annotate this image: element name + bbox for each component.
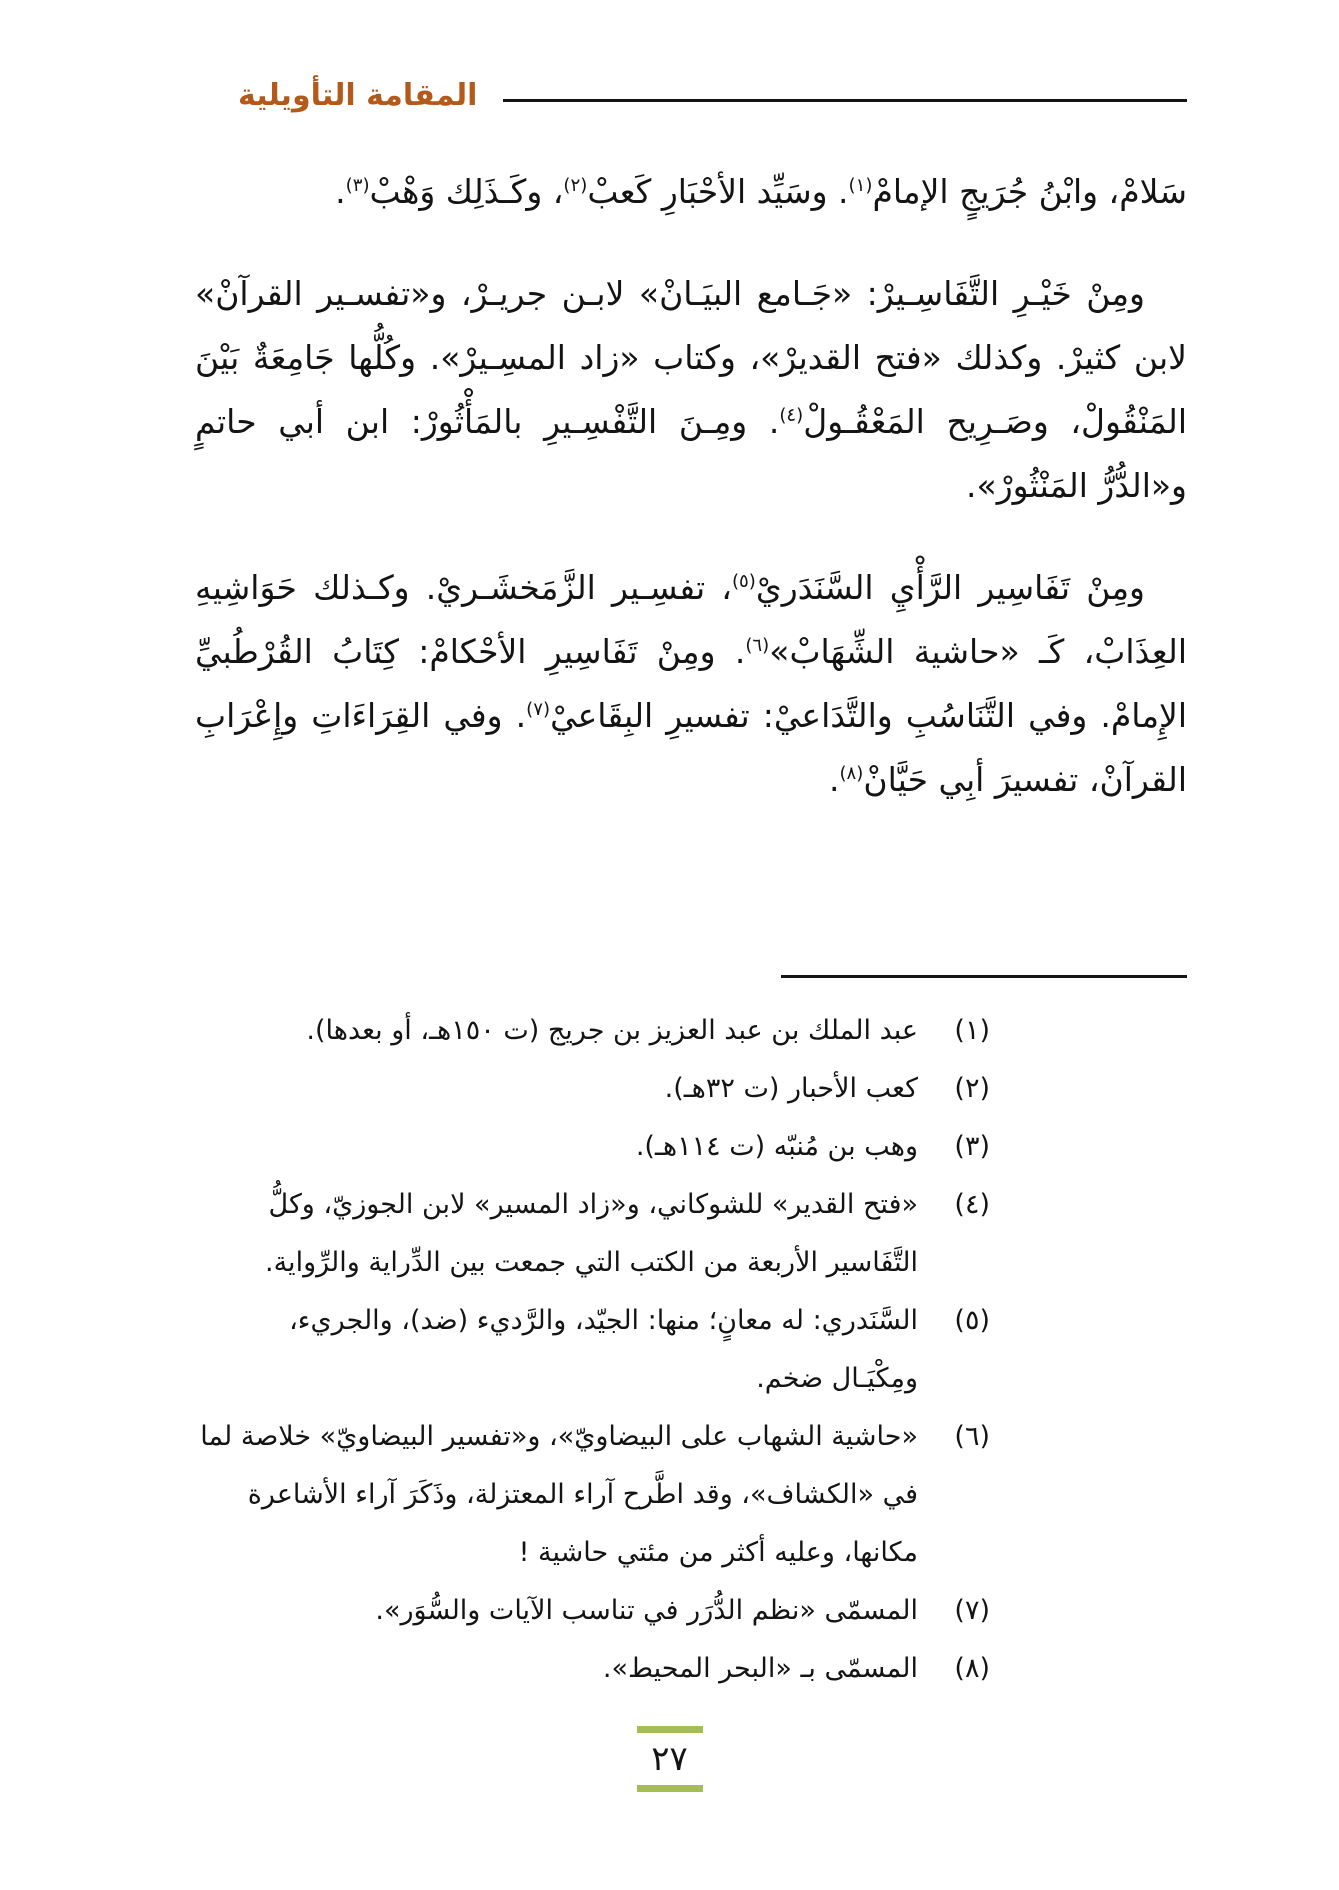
footnote-marker: (٤) bbox=[954, 1189, 990, 1220]
footnote-text: السَّنَدري: له معانٍ؛ منها: الجيّد، والرَّديء (ضد)، والجريء، ومِكْيَـال ضخم. bbox=[289, 1305, 918, 1394]
footnote-reference: (٢) bbox=[563, 175, 588, 196]
footnote-row bbox=[195, 1408, 990, 1582]
footnote-text: «فتح القدير» للشوكاني، و«زاد المسير» لابن الجوزيّ، وكلُّ التَّفَاسير الأربعة من الكتب التي جمعت بين الدِّراية والرِّواية. bbox=[265, 1189, 918, 1278]
footnote-row bbox=[195, 1002, 990, 1060]
footnote-marker: (٦) bbox=[954, 1421, 990, 1452]
footnote-marker: (٨) bbox=[954, 1653, 990, 1684]
footnote-text: المسمّى بـ «البحر المحيط». bbox=[602, 1653, 918, 1684]
paragraph: ومِنْ خَيْـرِ التَّفَاسِـيرْ: «جَـامع البيَـانْ» لابـن جريـرْ، و«تفسـير القرآنْ» لابن كثيرْ. وكذلك «فتح القديرْ»، وكتاب «زاد المسِـيرْ». وكُلُّها جَامِعَةٌ بَيْنَ المَنْقُولْ، وصَـرِيح المَعْقُـولْ$^{(٤)}$. ومِـنَ التَّفْسِـيرِ بالمَأْثُورْ: ابن أبي حاتمٍ و«الدُّرُّ المَنْثُورْ». bbox=[195, 274, 1187, 505]
footnote-reference: (٧) bbox=[526, 699, 551, 720]
main-text bbox=[195, 160, 1187, 850]
footnote-reference: (٤) bbox=[779, 405, 804, 426]
footnote-text: عبد الملك بن عبد العزيز بن جريج (ت ١٥٠هـ، أو بعدها). bbox=[306, 1015, 918, 1046]
footnote-text: وهب بن مُنبّه (ت ١١٤هـ). bbox=[635, 1131, 918, 1162]
footnote-row bbox=[195, 1292, 990, 1408]
footnote-row bbox=[195, 1582, 990, 1640]
footnote-text: المسمّى «نظم الدُّرَر في تناسب الآيات والسُّوَر». bbox=[375, 1595, 918, 1626]
header-divider-rule bbox=[503, 99, 1187, 102]
page-header bbox=[238, 78, 1187, 113]
footnote-row bbox=[195, 1640, 990, 1698]
footnote-text: كعب الأحبار (ت ٣٢هـ). bbox=[664, 1073, 918, 1104]
page-number-bottom-rule bbox=[637, 1785, 703, 1792]
footnote-row bbox=[195, 1176, 990, 1292]
paragraph: سَلامْ، وابْنُ جُرَيجٍ الإمامْ$^{(١)}$. وسَيِّد الأحْبَارِ كَعبْ$^{(٢)}$، وكَـذَلِك وَهْبْ$^{(٣)}$. bbox=[335, 172, 1187, 211]
footnote-reference: (٥) bbox=[731, 571, 756, 592]
footnote-marker: (١) bbox=[954, 1015, 990, 1046]
footnote-reference: (١) bbox=[848, 175, 873, 196]
footnote-reference: (٦) bbox=[745, 635, 770, 656]
footnote-reference: (٣) bbox=[345, 175, 370, 196]
footnotes-section bbox=[195, 1002, 990, 1698]
footnote-marker: (٥) bbox=[954, 1305, 990, 1336]
footnote-row bbox=[195, 1060, 990, 1118]
page-number: ٢٧ bbox=[651, 1739, 688, 1779]
chapter-title: المقامة التأويلية bbox=[238, 78, 478, 113]
footnote-marker: (٣) bbox=[954, 1131, 990, 1162]
page-number-top-rule bbox=[637, 1726, 703, 1733]
footnote-separator-rule bbox=[781, 975, 1187, 978]
footnote-marker: (٢) bbox=[954, 1073, 990, 1104]
page-number-block bbox=[0, 1726, 1339, 1792]
footnote-text: «حاشية الشهاب على البيضاويّ»، و«تفسير البيضاويّ» خلاصة لما في «الكشاف»، وقد اطَّرح آراء المعتزلة، وذَكَرَ آراء الأشاعرة مكانها، وعليه أكثر من مئتي حاشية ! bbox=[200, 1421, 918, 1568]
footnote-marker: (٧) bbox=[954, 1595, 990, 1626]
paragraph: ومِنْ تَفَاسِير الرَّأْيِ السَّنَدَريْ$^{(٥)}$، تفسِـير الزَّمَخشَـريْ. وكـذلك حَوَاشِيهِ العِذَابْ، كَـ «حاشية الشِّهَابْ»$^{(٦)}$. ومِنْ تَفَاسِيرِ الأحْكامْ: كِتَابُ القُرْطُبيِّ الإِمامْ. وفي التَّنَاسُبِ والتَّدَاعيْ: تفسيرِ البِقَاعيْ$^{(٧)}$. وفي القِرَاءَاتِ وإِعْرَابِ القرآنْ، تفسيرَ أبِي حَيَّانْ$^{(٨)}$. bbox=[195, 568, 1188, 799]
footnote-row bbox=[195, 1118, 990, 1176]
footnote-reference: (٨) bbox=[839, 763, 864, 784]
